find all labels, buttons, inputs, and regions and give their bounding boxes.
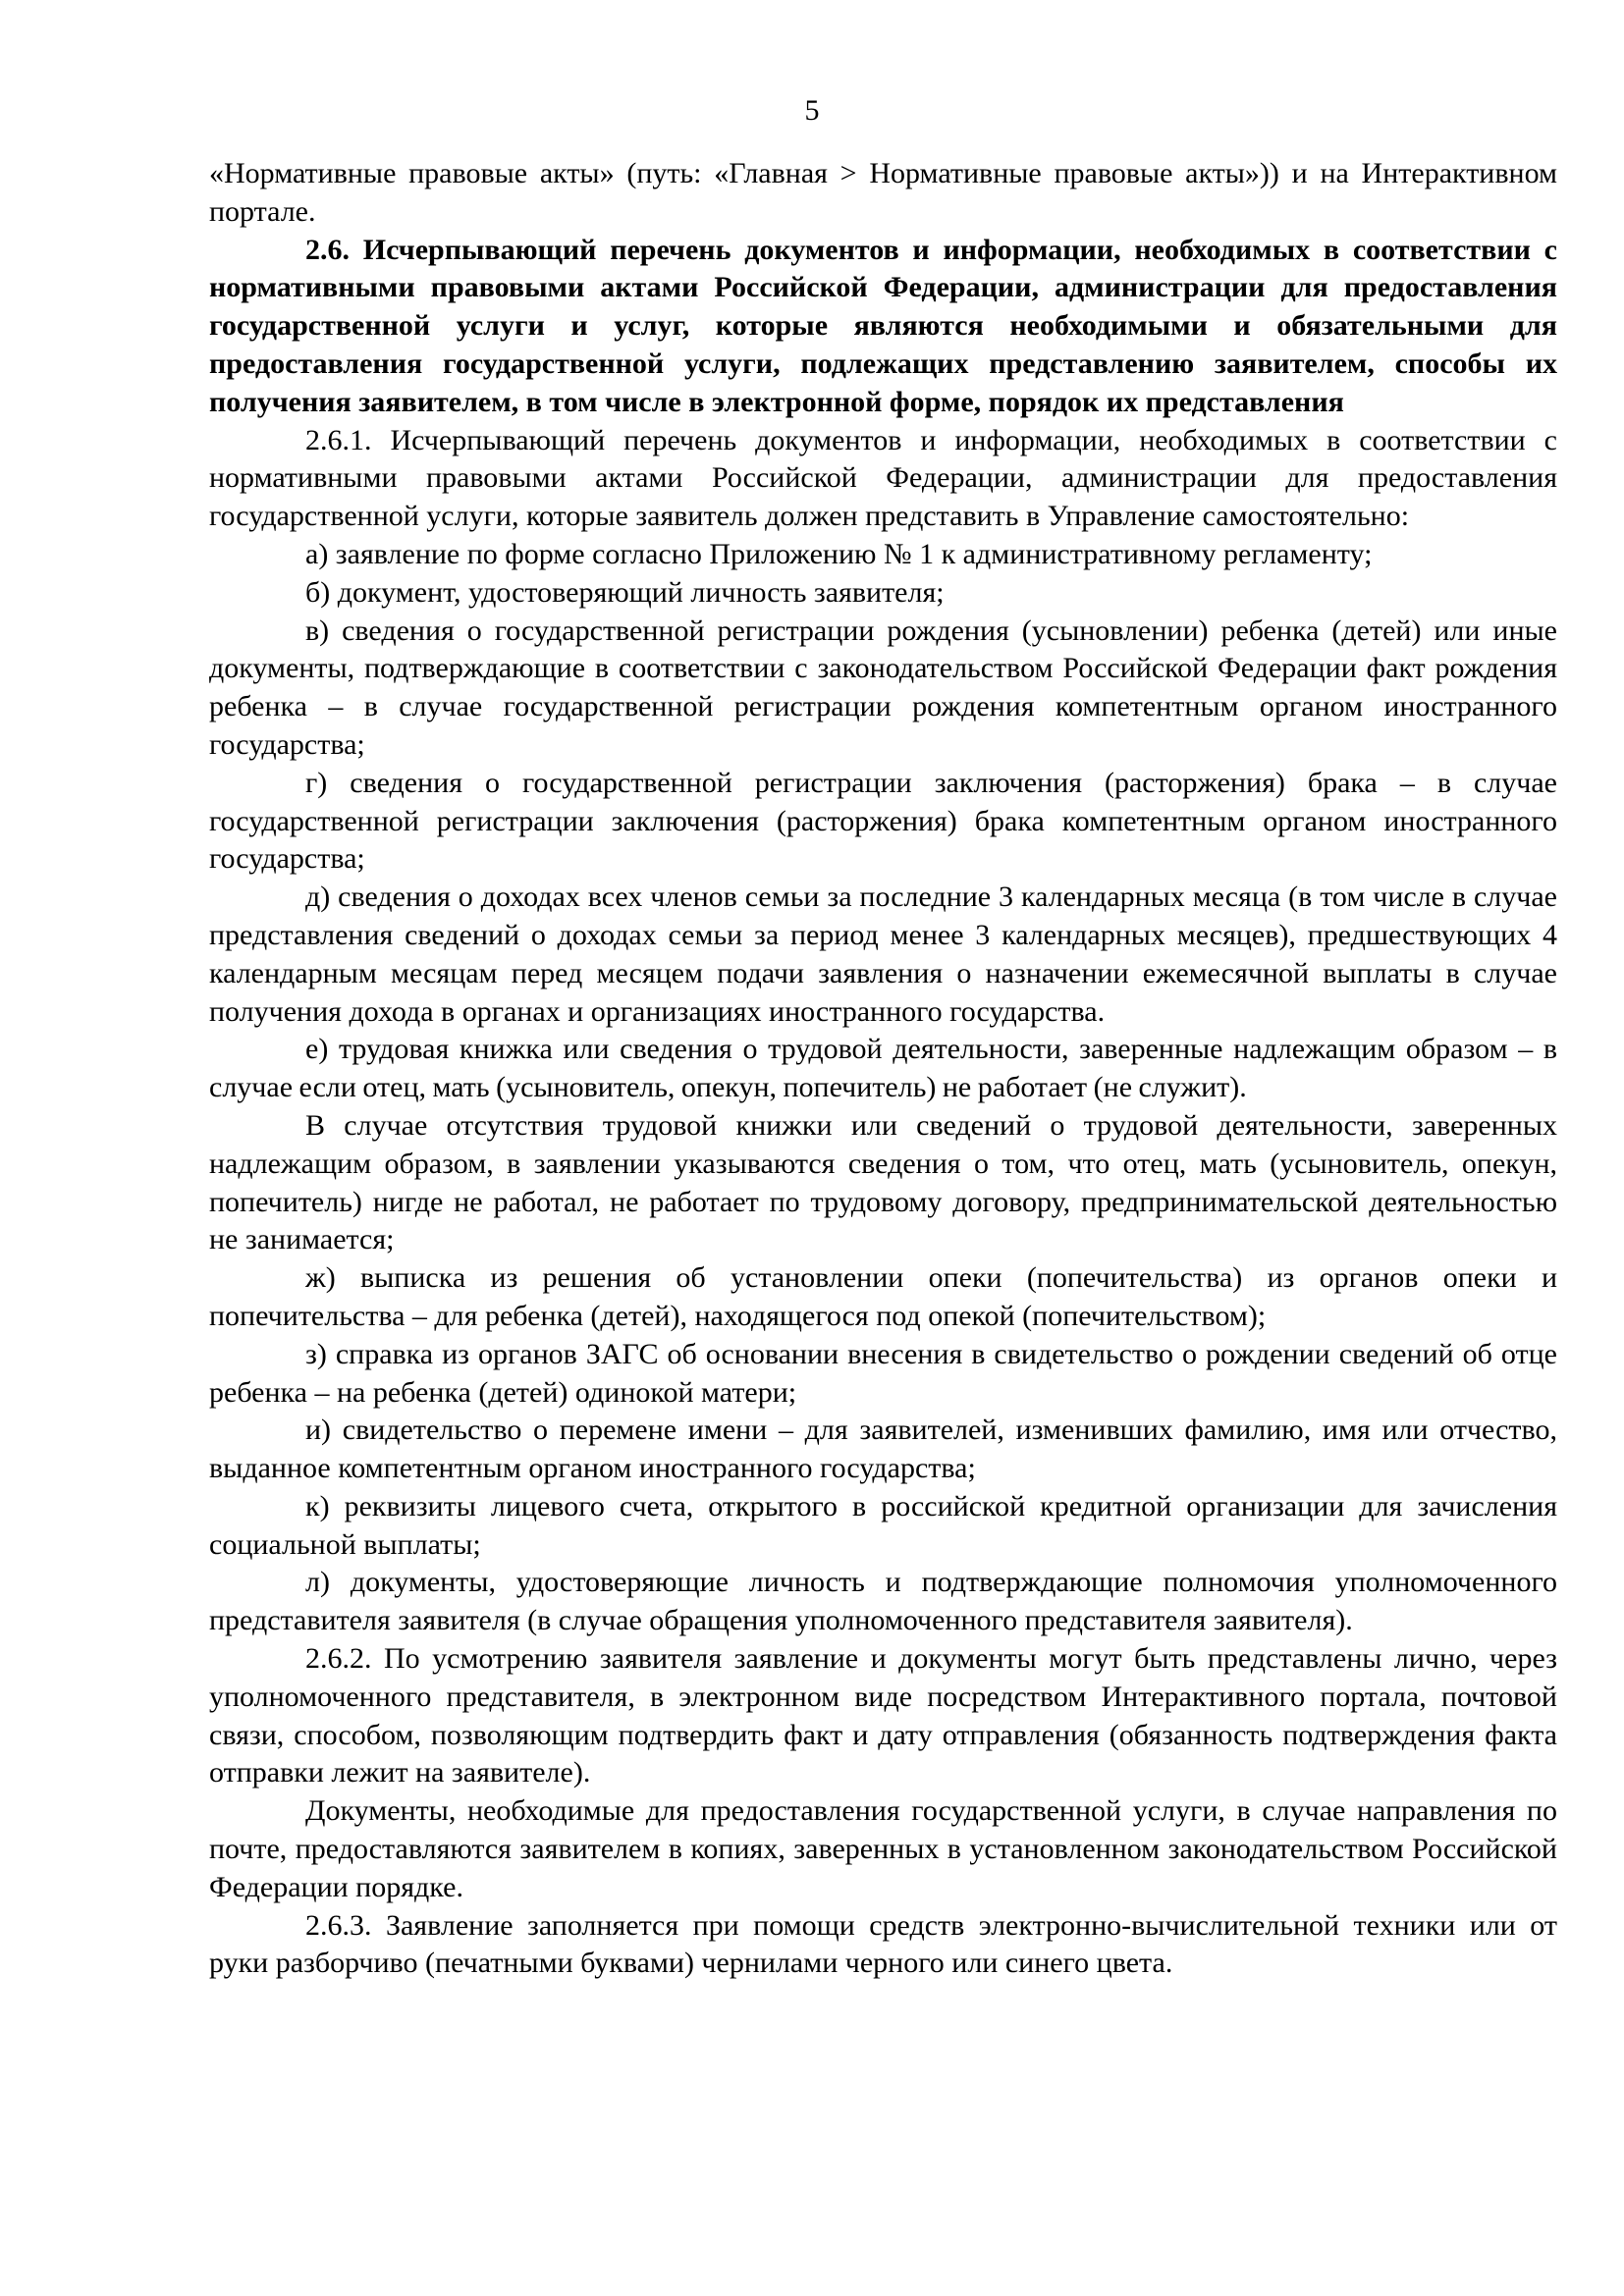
list-item-b: б) документ, удостоверяющий личность заявителя; [305, 575, 945, 609]
paragraph-continuation: «Нормативные правовые акты» (путь: «Главная > Нормативные правовые акты»)) и на Интерактивном портале. [209, 157, 1557, 228]
list-item-k: к) реквизиты лицевого счета, открытого в российской кредитной организации для зачисления социальной выплаты; [209, 1489, 1557, 1561]
list-item-v: в) сведения о государственной регистрации рождения (усыновлении) ребенка (детей) или иные документы, подтверждающие в соответствии с законодательством Российской Федерации факт рождения ребенка – в случае государственной регистрации рождения компетентным органом иностранного государства; [209, 614, 1557, 761]
paragraph-mail-documents: Документы, необходимые для предоставления государственной услуги, в случае направления по почте, предоставляются заявителем в копиях, заверенных в установленном законодательством Российской Федерации порядке. [209, 1794, 1557, 1903]
paragraph-no-workbook: В случае отсутствия трудовой книжки или сведений о трудовой деятельности, заверенных надлежащим образом, в заявлении указываются сведения о том, что отец, мать (усыновитель, опекун, попечитель) нигде не работал, не работает по трудовому договору, предпринимательской деятельностью не занимается; [209, 1108, 1557, 1256]
paragraph-2-6-1: 2.6.1. Исчерпывающий перечень документов и информации, необходимых в соответствии с нормативными правовыми актами Российской Федерации, администрации для предоставления государственной услуги, которые заявитель должен представить в Управление самостоятельно: [209, 423, 1557, 533]
paragraph-2-6-3: 2.6.3. Заявление заполняется при помощи средств электронно-вычислительной техники или от руки разборчиво (печатными буквами) чернилами черного или синего цвета. [209, 1908, 1557, 1980]
list-item-a: а) заявление по форме согласно Приложению № 1 к административному регламенту; [305, 537, 1373, 570]
document-body [209, 155, 1557, 1983]
paragraph-2-6-2: 2.6.2. По усмотрению заявителя заявление и документы могут быть представлены лично, через уполномоченного представителя, в электронном виде посредством Интерактивного портала, почтовой связи, способом, позволяющим подтвердить факт и дату отправления (обязанность подтверждения факта отправки лежит на заявителе). [209, 1642, 1557, 1789]
section-heading-2-6: 2.6. Исчерпывающий перечень документов и информации, необходимых в соответствии с нормативными правовыми актами Российской Федерации, администрации для предоставления государственной услуги и услуг, которые являются необходимыми и обязательными для предоставления государственной услуги, подлежащих представлению заявителем, способы их получения заявителем, в том числе в электронной форме, порядок их представления [209, 233, 1557, 418]
list-item-e: е) трудовая книжка или сведения о трудовой деятельности, заверенные надлежащим образом – в случае если отец, мать (усыновитель, опекун, попечитель) не работает (не служит). [209, 1033, 1557, 1104]
list-item-i: и) свидетельство о перемене имени – для заявителей, изменивших фамилию, имя или отчество, выданное компетентным органом иностранного государства; [209, 1414, 1557, 1485]
page-number: 5 [804, 94, 820, 127]
list-item-g: г) сведения о государственной регистрации заключения (расторжения) брака – в случае государственной регистрации заключения (расторжения) брака компетентным органом иностранного государства; [209, 766, 1557, 876]
list-item-zh: ж) выписка из решения об установлении опеки (попечительства) из органов опеки и попечительства – для ребенка (детей), находящегося под опекой (попечительством); [209, 1261, 1557, 1332]
list-item-l: л) документы, удостоверяющие личность и подтверждающие полномочия уполномоченного представителя заявителя (в случае обращения уполномоченного представителя заявителя). [209, 1566, 1557, 1637]
list-item-z: з) справка из органов ЗАГС об основании внесения в свидетельство о рождении сведений об отце ребенка – на ребенка (детей) одинокой матери; [209, 1337, 1557, 1409]
list-item-d: д) сведения о доходах всех членов семьи за последние 3 календарных месяца (в том числе в случае представления сведений о доходах семьи за период менее 3 календарных месяцев), предшествующих 4 календарным месяцам перед месяцем подачи заявления о назначении ежемесячной выплаты в случае получения дохода в органах и организациях иностранного государства. [209, 881, 1557, 1028]
